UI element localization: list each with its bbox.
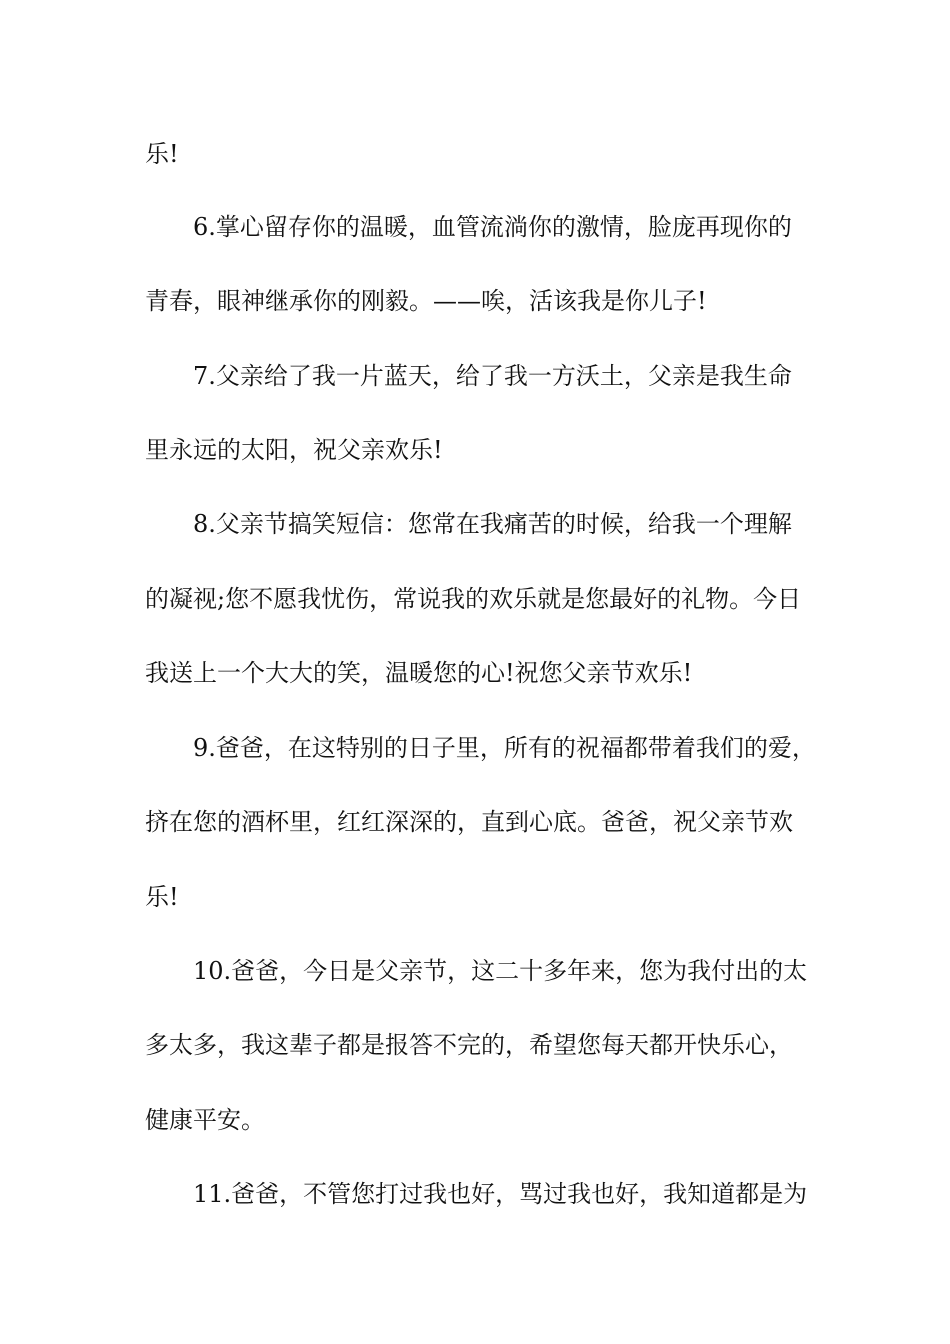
text-line [0,207,950,247]
text-line [0,1174,950,1214]
line-text: 6.掌心留存你的温暖，血管流淌你的激情，脸庞再现你的 [193,213,792,241]
line-text: 多太多，我这辈子都是报答不完的，希望您每天都开快乐心， [145,1031,793,1059]
line-text: 10.爸爸，今日是父亲节，这二十多年来，您为我付出的太 [193,957,808,985]
text-line [0,134,950,174]
line-text: 健康平安。 [145,1106,265,1134]
line-text: 7.父亲给了我一片蓝天，给了我一方沃土，父亲是我生命 [193,362,792,390]
line-text: 8.父亲节搞笑短信：您常在我痛苦的时候，给我一个理解 [193,510,792,538]
text-line [0,356,950,396]
text-line [0,1025,950,1065]
line-text: 乐! [145,140,179,168]
line-text: 的凝视;您不愿我忧伤，常说我的欢乐就是您最好的礼物。今日 [145,585,802,613]
text-line [0,877,950,917]
line-text: 我送上一个大大的笑，温暖您的心!祝您父亲节欢乐! [145,659,693,687]
text-line [0,579,950,619]
line-text: 11.爸爸，不管您打过我也好，骂过我也好，我知道都是为 [193,1180,808,1208]
line-text: 里永远的太阳，祝父亲欢乐! [145,436,443,464]
text-line [0,1100,950,1140]
line-text: 乐! [145,883,179,911]
line-text: 挤在您的酒杯里，红红深深的，直到心底。爸爸，祝父亲节欢 [145,808,793,836]
text-line [0,951,950,991]
text-line [0,802,950,842]
text-line [0,430,950,470]
line-text: 9.爸爸，在这特别的日子里，所有的祝福都带着我们的爱， [193,734,816,762]
text-line [0,504,950,544]
text-line [0,281,950,321]
line-text: 青春，眼神继承你的刚毅。——唉，活该我是你儿子! [145,287,707,315]
text-line [0,728,950,768]
text-line [0,653,950,693]
